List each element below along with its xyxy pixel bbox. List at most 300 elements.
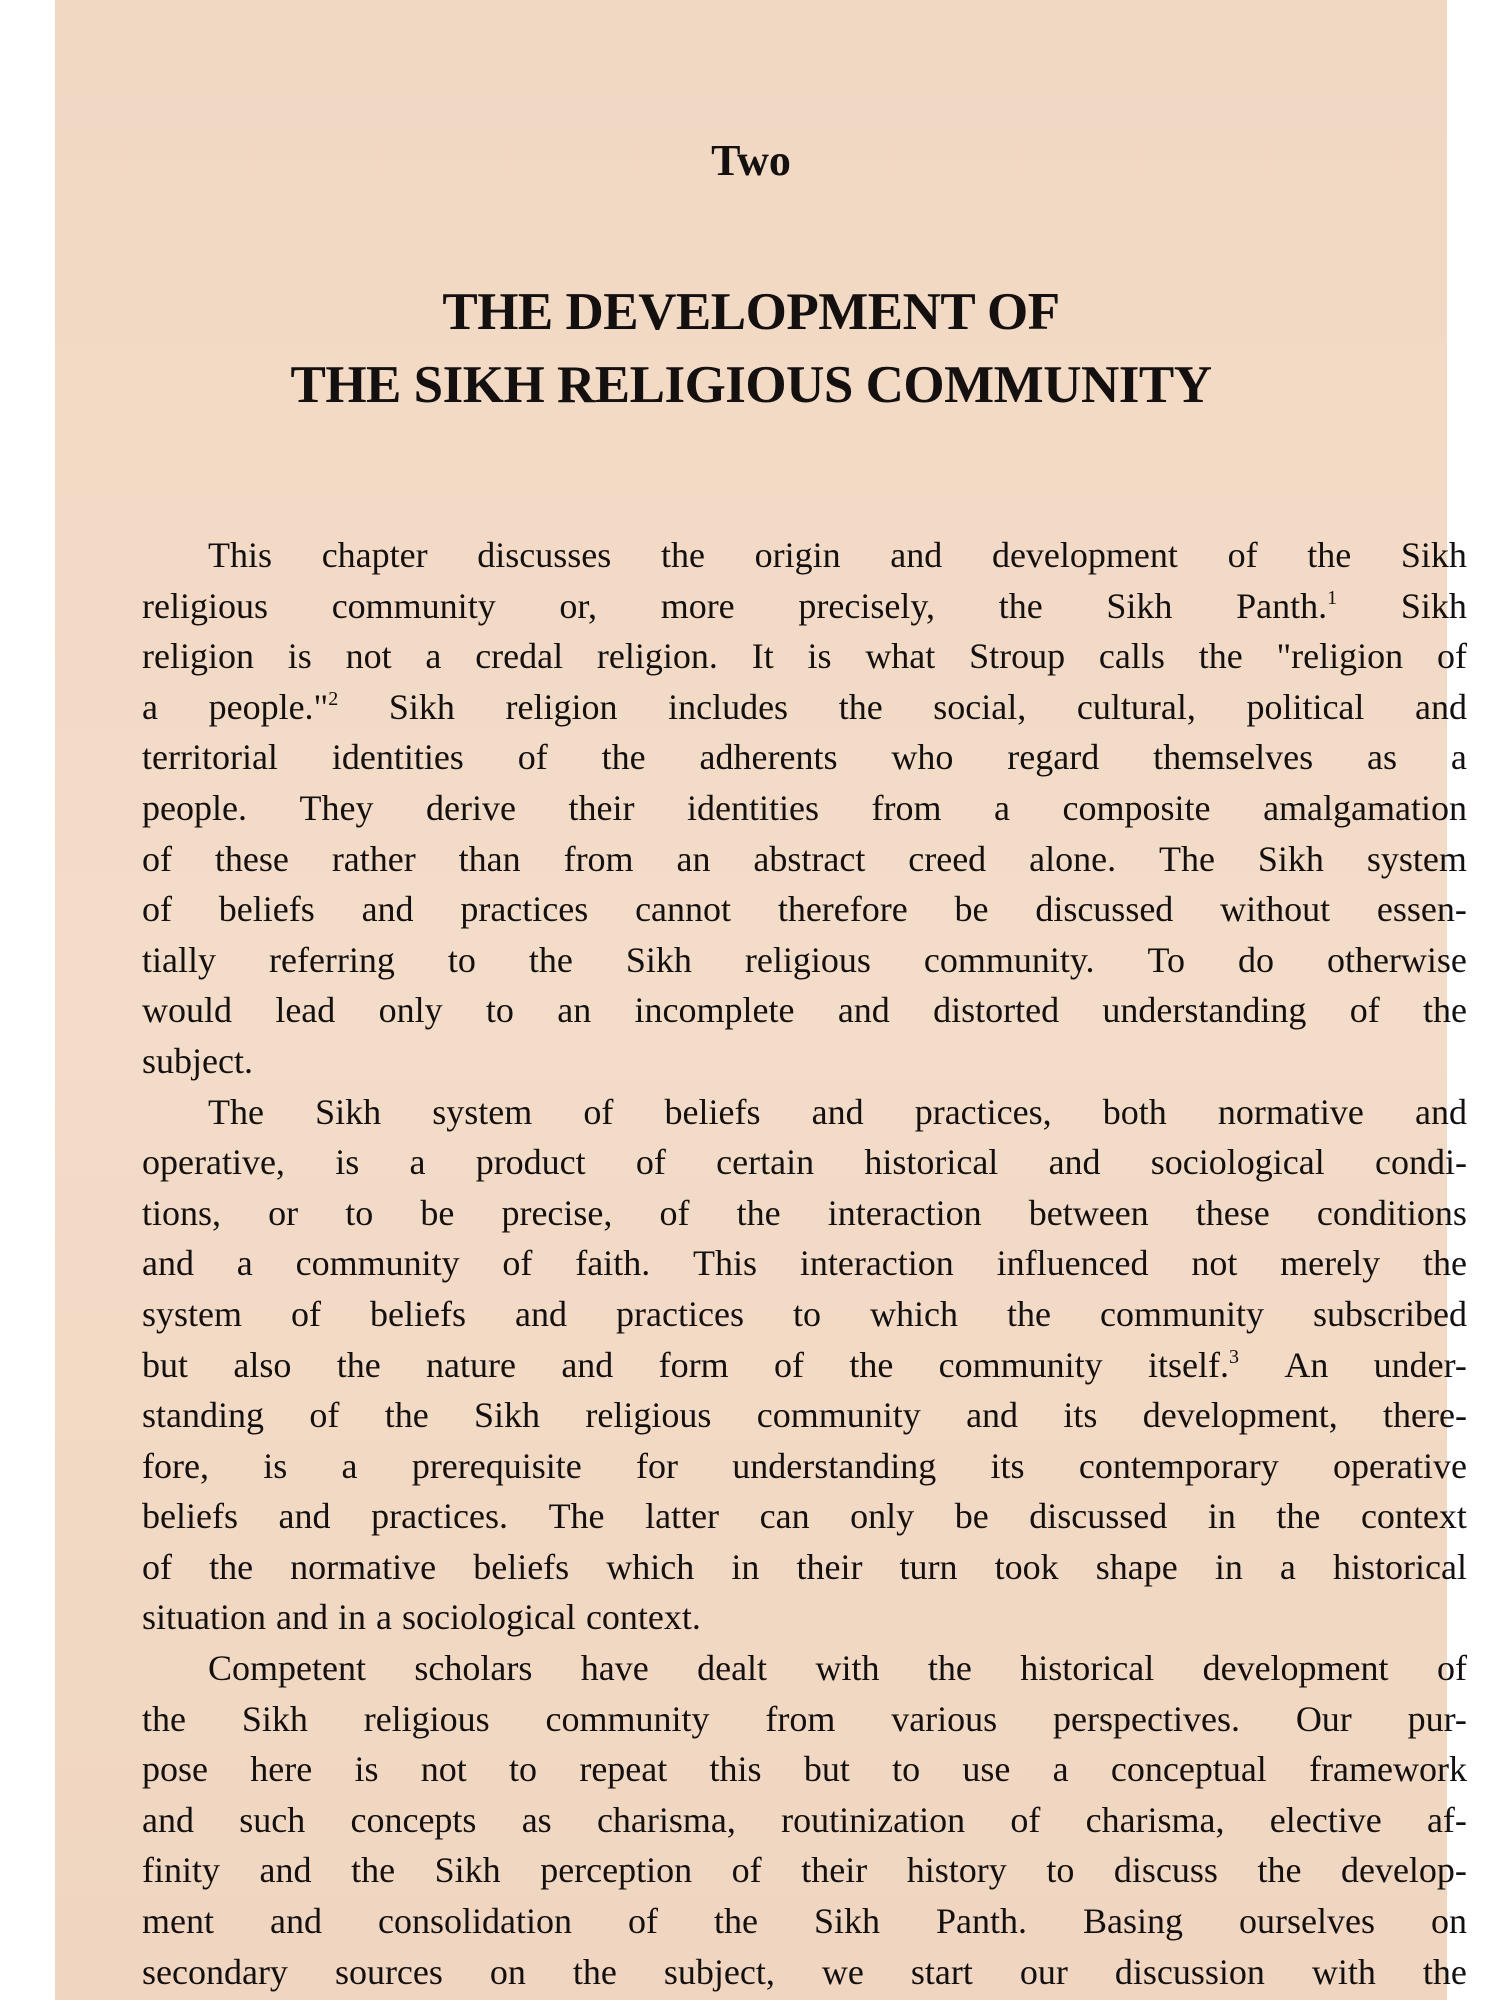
word: the [1198,636,1243,677]
word: be [954,889,989,930]
text-line [142,1744,1467,1795]
word: Sikh [625,939,692,980]
word: a [1450,737,1467,778]
word: people. [142,787,247,828]
text-line [142,530,1467,581]
word: a [425,636,442,677]
text-line [142,1441,1467,1492]
word: Sikh [315,1091,382,1132]
word: their [568,787,635,828]
word: the [1257,1850,1302,1891]
word: Sikh [1257,838,1324,879]
word: calls [1098,636,1165,677]
text-line [142,631,1467,682]
word: these [214,838,289,879]
word: a [376,1597,392,1638]
word: the [351,1850,396,1891]
word: practices [460,889,589,930]
word: incomplete [634,990,795,1031]
word: or, [559,585,597,626]
word: routinization [781,1799,966,1840]
word: subject, [663,1951,775,1992]
word: subscribed [1313,1293,1467,1334]
word: charisma, [1085,1799,1225,1840]
word: Our [1295,1698,1352,1739]
word: of [517,737,548,778]
word: "religion [1276,636,1404,677]
word: To [1147,939,1185,980]
word: which [870,1293,958,1334]
word: beliefs [142,1496,238,1537]
word: elective [1269,1799,1382,1840]
word: of [627,1901,658,1942]
word: would [142,990,232,1031]
word: in [337,1597,366,1638]
word: merely [1280,1243,1381,1284]
word: of [142,889,172,930]
word: for [636,1445,679,1486]
word: and [561,1344,614,1385]
chapter-title-line-1: THE DEVELOPMENT OF [442,283,1060,341]
word: fore, [142,1445,209,1486]
word: the [209,1546,254,1587]
word: religion. [596,636,718,677]
word: in [1214,1546,1243,1587]
word: tions, [142,1192,222,1233]
word: of [1227,535,1258,575]
word: Sikh [388,686,455,727]
word: itself.$^3$ [1148,1344,1239,1385]
word: amalgamation [1263,787,1467,828]
text-line [142,1643,1467,1694]
text-line [142,1795,1467,1846]
word: develop- [1340,1850,1467,1891]
word: to [447,939,476,980]
word: dealt [697,1648,768,1689]
word: The [208,1091,264,1132]
word: its [990,1445,1025,1486]
word: and [1048,1142,1101,1183]
word: to [345,1192,374,1233]
word: abstract [753,838,866,879]
word: is [263,1445,288,1486]
word: a [142,686,158,727]
word: faith. [575,1243,651,1284]
word: and [1415,686,1467,727]
word: a [1279,1546,1296,1587]
word: also [233,1344,292,1385]
word: political [1246,686,1365,727]
word: the [1007,1293,1051,1334]
word: our [1019,1951,1068,1992]
word: influenced [996,1243,1149,1284]
word: the [1307,535,1352,575]
word: cultural, [1076,686,1196,727]
word: sociological [401,1597,576,1638]
word: in [1207,1496,1236,1537]
word: of [583,1091,614,1132]
word: under- [1373,1344,1467,1385]
word: only [378,990,443,1031]
word: and [966,1395,1019,1436]
word: the [736,1192,781,1233]
word: religious [363,1698,490,1739]
word: condi- [1375,1142,1467,1183]
word: with [815,1648,880,1689]
word: the [998,585,1043,626]
text-line [142,884,1467,935]
word: do [1237,939,1274,980]
word: is [287,636,312,677]
word: Sikh [434,1850,501,1891]
word: with [1311,1951,1376,1992]
word: credal [475,636,564,677]
text-line [142,935,1467,986]
word: history [906,1850,1007,1891]
text-line [142,1087,1467,1138]
word: the [849,1344,894,1385]
book-page [55,0,1467,2000]
word: their [801,1850,868,1891]
word: the [713,1901,758,1942]
word: of [1010,1799,1041,1840]
word: understanding [732,1445,937,1486]
word: from [563,838,634,879]
word: Sikh [1106,585,1173,626]
word: situation [142,1597,266,1638]
word: community [295,1243,460,1284]
word: be [954,1496,989,1537]
word: but [142,1344,189,1385]
word: or [268,1192,299,1233]
word: referring [268,939,395,980]
text-line [142,1137,1467,1188]
word: repeat [579,1749,668,1790]
word: scholars [414,1648,533,1689]
word: religious [744,939,871,980]
word: tially [142,939,216,980]
word: nature [426,1344,516,1385]
word: The [1159,838,1215,879]
word: community [545,1698,710,1739]
word: more [660,585,735,626]
word: sources [334,1951,443,1992]
word: and [142,1243,194,1284]
text-line [142,1036,1467,1087]
word: Basing [1082,1901,1183,1942]
text-line [142,1289,1467,1340]
word: This [208,535,273,575]
word: people."$^2$ [208,686,339,727]
word: we [821,1951,864,1992]
word: both [1102,1091,1167,1132]
word: discussion [1114,1951,1265,1992]
word: precisely, [798,585,935,626]
word: prerequisite [411,1445,582,1486]
word: without [1220,889,1331,930]
word: latter [645,1496,720,1537]
word: religious [142,585,268,626]
word: precise, [501,1192,613,1233]
word: of [1436,636,1467,677]
word: to [1046,1850,1075,1891]
word: conditions [1316,1192,1467,1233]
text-line [142,1845,1467,1896]
word: community [756,1395,921,1436]
word: normative [1217,1091,1364,1132]
word: perspectives. [1053,1698,1240,1739]
word: rather [331,838,416,879]
word: ment [142,1901,214,1942]
word: there- [1383,1395,1467,1436]
word: can [759,1496,810,1537]
word: not [345,636,392,677]
word: only [850,1496,915,1537]
word: social, [933,686,1027,727]
word: chapter [321,535,428,575]
word: The [548,1496,605,1537]
word: origin [754,535,841,575]
word: contemporary [1078,1445,1279,1486]
word: pur- [1407,1698,1467,1739]
word: which [606,1546,695,1587]
word: of [309,1395,340,1436]
word: Stroup [969,636,1066,677]
word: beliefs [370,1293,467,1334]
word: and [811,1091,864,1132]
text-line [142,1896,1467,1947]
word: distorted [933,990,1060,1031]
text-line [142,581,1467,632]
word: discussed [1029,1496,1168,1537]
body-text [142,530,1467,1997]
word: af- [1426,1799,1467,1840]
word: development [991,535,1178,575]
word: context. [585,1597,701,1638]
text-line [142,1238,1467,1289]
word: the [1423,990,1467,1031]
word: turn [899,1546,958,1587]
text-line [142,1188,1467,1239]
word: perception [540,1850,693,1891]
word: discussed [1035,889,1174,930]
text-line [142,1491,1467,1542]
word: the [384,1395,429,1436]
word: a [341,1445,358,1486]
word: historical [864,1142,999,1183]
word: Sikh [1400,585,1467,626]
word: here [250,1749,313,1790]
word: identities [687,787,819,828]
word: a [994,787,1011,828]
word: community. [923,939,1095,980]
word: the [601,737,646,778]
chapter-title-line-2: THE SIKH RELIGIOUS COMMUNITY [290,356,1212,414]
word: but [803,1749,850,1790]
word: It [751,636,774,677]
word: beliefs [218,889,315,930]
word: subject. [142,1040,253,1081]
word: and [278,1496,331,1537]
text-line [142,1592,1467,1643]
word: charisma, [596,1799,736,1840]
word: is [807,636,832,677]
word: the [572,1951,617,1992]
word: discuss [1113,1850,1218,1891]
word: the [336,1344,381,1385]
word: This [693,1243,758,1284]
word: beliefs [473,1546,570,1587]
word: pose [142,1749,208,1790]
text-line [142,682,1467,733]
word: of [773,1344,804,1385]
word: and [837,990,890,1031]
text-line [142,1542,1467,1593]
word: Sikh [1400,535,1467,575]
word: therefore [777,889,908,930]
word: and [269,1901,322,1942]
word: creed [908,838,987,879]
word: secondary [142,1951,288,1992]
word: community [1100,1293,1264,1334]
word: religion [142,636,254,677]
word: community [938,1344,1103,1385]
word: otherwise [1326,939,1467,980]
word: lead [275,990,336,1031]
word: context [1360,1496,1467,1537]
word: normative [290,1546,437,1587]
word: ourselves [1239,1901,1375,1942]
word: They [299,787,374,828]
text-line [142,985,1467,1036]
word: certain [716,1142,815,1183]
word: development, [1142,1395,1338,1436]
word: on [489,1951,526,1992]
word: form [658,1344,729,1385]
word: these [1195,1192,1270,1233]
text-line [142,783,1467,834]
word: not [420,1749,467,1790]
text-line [142,834,1467,885]
word: adherents [699,737,838,778]
word: the [838,686,883,727]
word: community [331,585,496,626]
word: standing [142,1395,264,1436]
word: have [580,1648,649,1689]
word: the [927,1648,972,1689]
word: essen- [1376,889,1467,930]
word: interaction [827,1192,982,1233]
text-line [142,1340,1467,1391]
word: and [1414,1091,1467,1132]
word: religious [585,1395,712,1436]
word: from [765,1698,836,1739]
word: identities [331,737,464,778]
word: from [871,787,942,828]
word: the [1422,1951,1467,1992]
word: historical [1020,1648,1155,1689]
word: of [731,1850,762,1891]
word: to [509,1749,538,1790]
word: of [635,1142,666,1183]
word: and [276,1597,328,1638]
word: what [865,636,936,677]
word: Competent [208,1648,366,1689]
word: and [361,889,414,930]
word: the [1422,1243,1467,1284]
word: as [521,1799,552,1840]
word: system [432,1091,533,1132]
word: to [892,1749,921,1790]
word: An [1284,1344,1329,1385]
word: who [891,737,954,778]
word: shape [1095,1546,1178,1587]
text-line [142,1947,1467,1998]
word: of [1349,990,1380,1031]
word: practices, [914,1091,1052,1132]
text-line [142,1390,1467,1441]
word: a [1052,1749,1069,1790]
word: is [354,1749,379,1790]
word: of [291,1293,322,1334]
word: territorial [142,737,278,778]
word: a [409,1142,426,1183]
word: derive [426,787,516,828]
word: historical [1333,1546,1467,1587]
word: composite [1062,787,1211,828]
word: product [475,1142,586,1183]
word: finity [142,1850,220,1891]
word: a [236,1243,253,1284]
word: as [1367,737,1397,778]
word: an [676,838,711,879]
word: and [890,535,943,575]
word: such [239,1799,306,1840]
word: development [1202,1648,1389,1689]
word: is [335,1142,360,1183]
word: use [962,1749,1011,1790]
word: Panth.$^1$ [1236,585,1338,626]
footnote-ref: 3 [1228,1345,1239,1368]
word: conceptual [1110,1749,1267,1790]
word: Sikh [241,1698,308,1739]
word: on [1430,1901,1467,1942]
text-line [142,732,1467,783]
word: of [142,1546,172,1587]
word: the [142,1698,186,1739]
word: understanding [1102,990,1307,1031]
word: themselves [1153,737,1314,778]
word: of [659,1192,690,1233]
word: an [557,990,592,1031]
word: sociological [1150,1142,1325,1183]
word: of [502,1243,533,1284]
word: regard [1007,737,1100,778]
word: and [142,1799,194,1840]
word: not [1191,1243,1238,1284]
chapter-number: Two [711,136,791,185]
word: and [515,1293,568,1334]
word: their [796,1546,863,1587]
word: alone. [1029,838,1117,879]
word: discusses [477,535,612,575]
word: of [142,838,172,879]
word: various [891,1698,998,1739]
word: to [485,990,514,1031]
word: cannot [635,889,732,930]
word: the [1276,1496,1321,1537]
word: beliefs [664,1091,761,1132]
